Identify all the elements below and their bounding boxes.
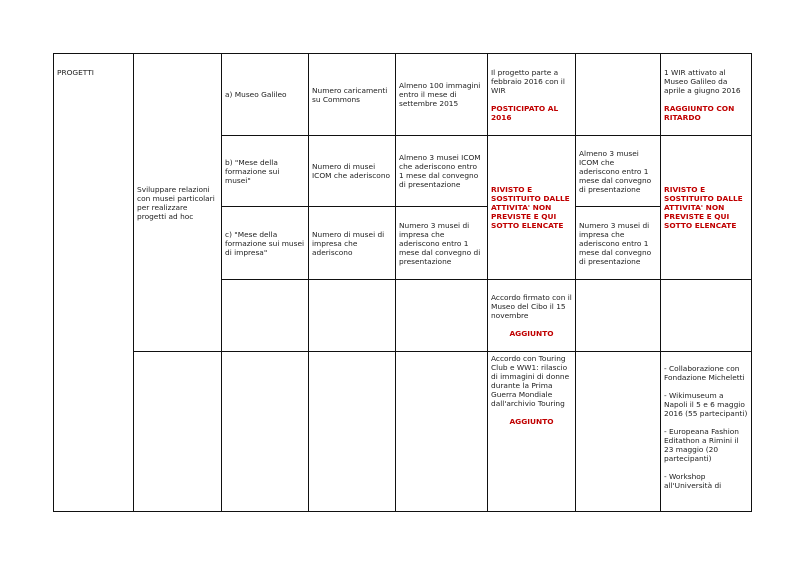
empty-cell [661,280,752,352]
status-flag: AGGIUNTO [509,417,554,426]
result-item: - Collaborazione con Fondazione Micheletti [664,364,745,382]
objective-cell: Sviluppare relazioni con musei particolari per realizzare progetti ad hoc [134,54,222,352]
table-row [54,54,752,136]
empty-cell [309,352,396,512]
empty-cell [222,352,309,512]
empty-cell [576,280,661,352]
project-cell: b) "Mese della formazione sui musei" [222,136,309,207]
section-cell: PROGETTI [54,54,134,512]
empty-cell [396,352,488,512]
status-text: Accordo firmato con il Museo del Cibo il 15 novembre [491,293,572,320]
status-cell [488,54,576,136]
empty-cell [222,280,309,352]
revised-flag: RIVISTO E SOSTITUITO DALLE ATTIVITA' NON PREVISTE E QUI SOTTO ELENCATE [491,185,570,230]
project-cell: a) Museo Galileo [222,54,309,136]
target-cell: Numero 3 musei di impresa che aderiscono entro 1 mese dal convegno di presentazione [396,207,488,280]
empty-cell [134,352,222,512]
status-cell [488,280,576,352]
indicator-cell: Numero di musei ICOM che aderiscono [309,136,396,207]
result-list-cell [661,352,752,512]
indicator-cell: Numero di musei di impresa che aderiscono [309,207,396,280]
result-flag: RAGGIUNTO CON RITARDO [664,103,735,122]
project-cell: c) "Mese della formazione sui musei di impresa" [222,207,309,280]
status-cell [488,136,576,280]
empty-cell [396,280,488,352]
target-cell: Almeno 3 musei ICOM che aderiscono entro 1 mese dal convegno di presentazione [396,136,488,207]
target-cell: Almeno 100 immagini entro il mese di settembre 2015 [396,54,488,136]
empty-cell [576,54,661,136]
empty-cell [576,352,661,512]
status-flag: AGGIUNTO [509,329,554,338]
result-cell [661,136,752,280]
target2-cell: Numero 3 musei di impresa che aderiscono entro 1 mese dal convegno di presentazione [576,207,661,280]
result-text: 1 WIR attivato al Museo Galileo da aprile a giugno 2016 [664,67,741,95]
result-item: - Workshop all'Università di [664,472,722,490]
table-row [54,352,752,512]
empty-cell [309,280,396,352]
result-item: - Europeana Fashion Editathon a Rimini il 23 maggio (20 partecipanti) [664,427,739,463]
result-item: - Wikimuseum a Napoli il 5 e 6 maggio 2016 (55 partecipanti) [664,391,748,418]
target2-cell: Almeno 3 musei ICOM che aderiscono entro 1 mese dal convegno di presentazione [576,136,661,207]
status-text: Accordo con Touring Club e WW1: rilascio di immagini di donne durante la Prima Guerra Mondiale dall'archivio Touring [491,354,570,408]
status-flag: POSTICIPATO AL 2016 [491,103,559,122]
status-cell [488,352,576,512]
indicator-cell: Numero caricamenti su Commons [309,54,396,136]
result-cell [661,54,752,136]
revised-flag: RIVISTO E SOSTITUITO DALLE ATTIVITA' NON PREVISTE E QUI SOTTO ELENCATE [664,185,743,230]
projects-table [53,53,752,512]
status-text: Il progetto parte a febbraio 2016 con il WIR [491,67,565,95]
